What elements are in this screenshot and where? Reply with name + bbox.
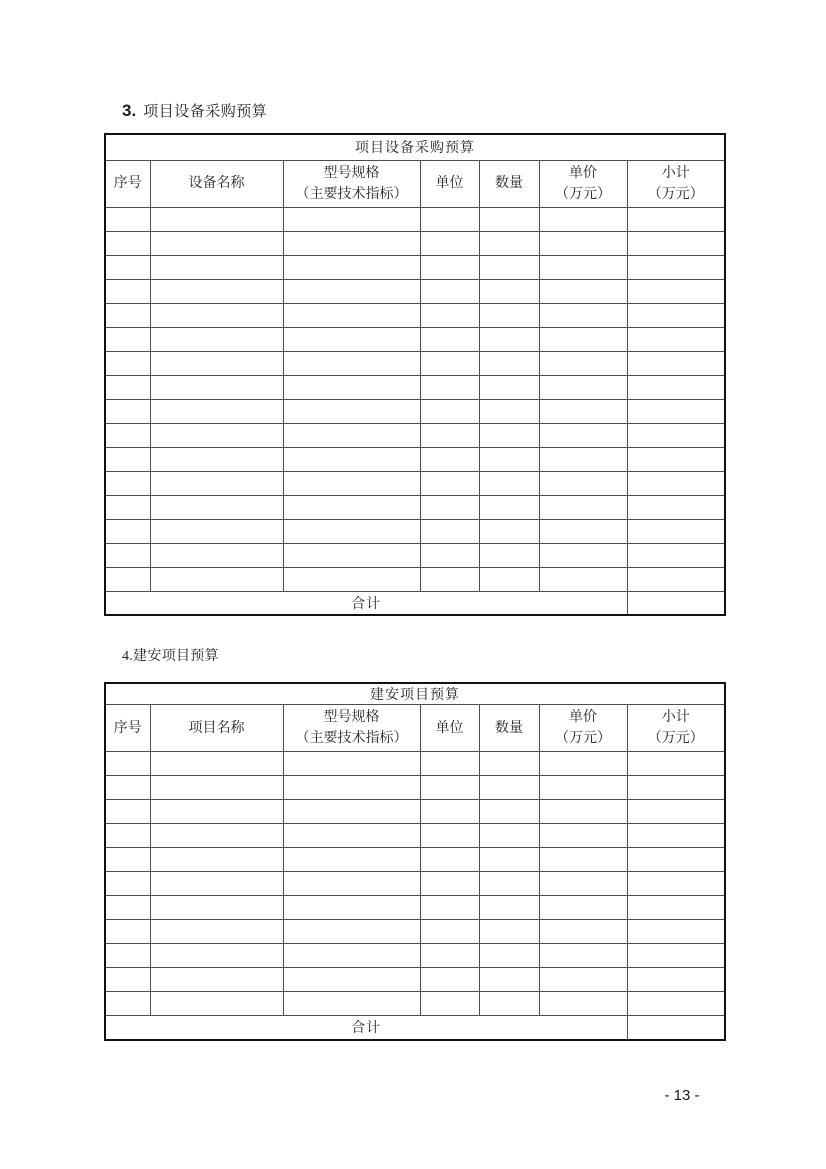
empty-cell: [627, 776, 725, 800]
empty-row: [105, 255, 725, 279]
empty-cell: [105, 543, 150, 567]
empty-row: [105, 399, 725, 423]
empty-cell: [283, 992, 420, 1016]
empty-cell: [283, 447, 420, 471]
equipment-budget-table: [104, 133, 726, 616]
empty-cell: [420, 519, 479, 543]
empty-cell: [627, 567, 725, 591]
empty-cell: [539, 375, 627, 399]
empty-cell: [479, 375, 539, 399]
table-header-row: [105, 160, 725, 207]
empty-cell: [539, 872, 627, 896]
empty-cell: [479, 255, 539, 279]
empty-row: [105, 848, 725, 872]
empty-cell: [283, 231, 420, 255]
total-value-cell: [627, 591, 725, 615]
empty-cell: [627, 255, 725, 279]
empty-cell: [105, 399, 150, 423]
empty-cell: [150, 543, 283, 567]
empty-cell: [283, 920, 420, 944]
empty-cell: [420, 567, 479, 591]
column-header-unit-price: 单价 （万元）: [539, 705, 627, 752]
empty-cell: [283, 567, 420, 591]
empty-cell: [539, 824, 627, 848]
empty-row: [105, 992, 725, 1016]
empty-cell: [105, 968, 150, 992]
empty-cell: [283, 824, 420, 848]
empty-cell: [105, 920, 150, 944]
table-title-row: [105, 683, 725, 705]
empty-cell: [420, 399, 479, 423]
empty-cell: [479, 447, 539, 471]
empty-cell: [105, 824, 150, 848]
empty-cell: [539, 543, 627, 567]
empty-cell: [420, 848, 479, 872]
empty-cell: [420, 824, 479, 848]
column-header-quantity: 数量: [479, 705, 539, 752]
empty-cell: [283, 896, 420, 920]
empty-cell: [420, 800, 479, 824]
empty-cell: [150, 752, 283, 776]
empty-cell: [420, 447, 479, 471]
empty-cell: [539, 255, 627, 279]
empty-cell: [105, 944, 150, 968]
table-title: 建安项目预算: [105, 683, 725, 705]
empty-cell: [420, 207, 479, 231]
empty-cell: [283, 776, 420, 800]
table-title: 项目设备采购预算: [105, 134, 725, 160]
empty-cell: [539, 231, 627, 255]
empty-cell: [283, 848, 420, 872]
column-header-serial: 序号: [105, 160, 150, 207]
empty-cell: [150, 255, 283, 279]
empty-cell: [479, 848, 539, 872]
empty-row: [105, 800, 725, 824]
empty-cell: [283, 872, 420, 896]
empty-cell: [627, 303, 725, 327]
empty-cell: [539, 920, 627, 944]
table-title-row: [105, 134, 725, 160]
empty-cell: [479, 303, 539, 327]
empty-cell: [420, 944, 479, 968]
empty-cell: [150, 920, 283, 944]
empty-cell: [105, 423, 150, 447]
empty-cell: [479, 872, 539, 896]
empty-cell: [420, 375, 479, 399]
empty-cell: [627, 495, 725, 519]
empty-cell: [283, 255, 420, 279]
empty-cell: [479, 399, 539, 423]
empty-cell: [150, 495, 283, 519]
page-number: - 13 -: [664, 1087, 700, 1104]
empty-cell: [105, 567, 150, 591]
empty-cell: [283, 752, 420, 776]
construction-budget-table: [104, 682, 726, 1041]
empty-cell: [105, 848, 150, 872]
empty-cell: [283, 495, 420, 519]
empty-cell: [105, 447, 150, 471]
empty-cell: [150, 824, 283, 848]
empty-cell: [627, 800, 725, 824]
empty-cell: [283, 423, 420, 447]
empty-row: [105, 471, 725, 495]
empty-row: [105, 495, 725, 519]
empty-cell: [479, 327, 539, 351]
empty-cell: [539, 327, 627, 351]
empty-cell: [627, 752, 725, 776]
empty-cell: [150, 567, 283, 591]
empty-cell: [150, 519, 283, 543]
empty-cell: [627, 543, 725, 567]
empty-cell: [539, 423, 627, 447]
empty-cell: [105, 992, 150, 1016]
column-header-subtotal: 小计 （万元）: [627, 705, 725, 752]
empty-cell: [479, 896, 539, 920]
empty-row: [105, 920, 725, 944]
empty-cell: [420, 327, 479, 351]
column-header-project-name: 项目名称: [150, 705, 283, 752]
empty-cell: [539, 896, 627, 920]
empty-cell: [420, 752, 479, 776]
empty-cell: [420, 279, 479, 303]
empty-cell: [150, 279, 283, 303]
column-header-unit: 单位: [420, 160, 479, 207]
empty-cell: [539, 471, 627, 495]
empty-row: [105, 231, 725, 255]
empty-row: [105, 423, 725, 447]
empty-cell: [105, 776, 150, 800]
empty-cell: [479, 992, 539, 1016]
empty-row: [105, 375, 725, 399]
empty-cell: [627, 896, 725, 920]
column-header-unit: 单位: [420, 705, 479, 752]
empty-cell: [150, 303, 283, 327]
empty-cell: [479, 207, 539, 231]
empty-cell: [627, 207, 725, 231]
empty-cell: [420, 231, 479, 255]
total-row: [105, 591, 725, 615]
empty-cell: [105, 471, 150, 495]
empty-cell: [627, 423, 725, 447]
empty-row: [105, 543, 725, 567]
empty-row: [105, 567, 725, 591]
empty-cell: [420, 920, 479, 944]
empty-cell: [539, 303, 627, 327]
empty-cell: [479, 495, 539, 519]
empty-cell: [150, 471, 283, 495]
column-header-model-spec: 型号规格 （主要技术指标）: [283, 160, 420, 207]
empty-cell: [539, 800, 627, 824]
empty-cell: [105, 255, 150, 279]
empty-cell: [539, 968, 627, 992]
empty-row: [105, 896, 725, 920]
empty-cell: [150, 992, 283, 1016]
empty-cell: [420, 495, 479, 519]
empty-cell: [283, 303, 420, 327]
empty-cell: [479, 567, 539, 591]
empty-cell: [539, 567, 627, 591]
empty-cell: [420, 543, 479, 567]
empty-cell: [627, 992, 725, 1016]
empty-cell: [150, 968, 283, 992]
table-header-row: [105, 705, 725, 752]
empty-cell: [105, 896, 150, 920]
empty-cell: [627, 872, 725, 896]
empty-row: [105, 519, 725, 543]
empty-cell: [479, 920, 539, 944]
empty-cell: [420, 471, 479, 495]
section-heading-equipment-budget: [122, 100, 267, 121]
empty-cell: [479, 519, 539, 543]
empty-cell: [105, 519, 150, 543]
empty-cell: [283, 351, 420, 375]
empty-cell: [420, 303, 479, 327]
empty-cell: [150, 231, 283, 255]
empty-cell: [479, 423, 539, 447]
empty-cell: [420, 896, 479, 920]
empty-cell: [627, 327, 725, 351]
empty-cell: [539, 776, 627, 800]
empty-row: [105, 327, 725, 351]
empty-row: [105, 303, 725, 327]
empty-cell: [420, 872, 479, 896]
empty-cell: [105, 872, 150, 896]
column-header-model-spec: 型号规格 （主要技术指标）: [283, 705, 420, 752]
section-title: 项目设备采购预算: [143, 104, 268, 120]
section-title: 建安项目预算: [133, 649, 219, 664]
section-number: 4.: [122, 649, 134, 664]
empty-cell: [150, 944, 283, 968]
total-label-cell: 合计: [105, 1016, 627, 1040]
empty-cell: [420, 992, 479, 1016]
empty-cell: [150, 207, 283, 231]
empty-cell: [150, 800, 283, 824]
empty-cell: [283, 471, 420, 495]
empty-cell: [150, 872, 283, 896]
empty-cell: [479, 824, 539, 848]
empty-row: [105, 279, 725, 303]
empty-cell: [627, 375, 725, 399]
empty-cell: [479, 776, 539, 800]
empty-cell: [627, 848, 725, 872]
empty-cell: [627, 824, 725, 848]
column-header-unit-price: 单价 （万元）: [539, 160, 627, 207]
empty-cell: [539, 495, 627, 519]
empty-cell: [479, 471, 539, 495]
empty-cell: [105, 351, 150, 375]
empty-cell: [105, 800, 150, 824]
empty-row: [105, 968, 725, 992]
column-header-subtotal: 小计 （万元）: [627, 160, 725, 207]
total-label-cell: 合计: [105, 591, 627, 615]
empty-cell: [150, 351, 283, 375]
empty-cell: [627, 399, 725, 423]
empty-cell: [150, 327, 283, 351]
empty-cell: [539, 351, 627, 375]
empty-cell: [283, 800, 420, 824]
empty-cell: [539, 279, 627, 303]
empty-cell: [283, 519, 420, 543]
empty-cell: [539, 992, 627, 1016]
empty-row: [105, 824, 725, 848]
empty-cell: [283, 543, 420, 567]
empty-cell: [420, 776, 479, 800]
empty-cell: [420, 255, 479, 279]
empty-cell: [105, 495, 150, 519]
empty-cell: [105, 752, 150, 776]
empty-cell: [627, 968, 725, 992]
empty-row: [105, 944, 725, 968]
total-row: [105, 1016, 725, 1040]
table-body: [105, 207, 725, 591]
empty-cell: [283, 279, 420, 303]
empty-cell: [283, 944, 420, 968]
empty-cell: [627, 447, 725, 471]
empty-cell: [150, 447, 283, 471]
empty-cell: [150, 896, 283, 920]
empty-cell: [150, 848, 283, 872]
empty-cell: [479, 351, 539, 375]
empty-cell: [105, 327, 150, 351]
empty-cell: [283, 327, 420, 351]
empty-cell: [283, 968, 420, 992]
empty-cell: [479, 279, 539, 303]
empty-row: [105, 776, 725, 800]
empty-cell: [150, 399, 283, 423]
column-header-serial: 序号: [105, 705, 150, 752]
table-body: [105, 752, 725, 1016]
empty-cell: [627, 231, 725, 255]
empty-cell: [283, 207, 420, 231]
empty-cell: [479, 800, 539, 824]
empty-cell: [479, 752, 539, 776]
empty-row: [105, 752, 725, 776]
total-value-cell: [627, 1016, 725, 1040]
empty-cell: [539, 207, 627, 231]
empty-cell: [479, 944, 539, 968]
column-header-quantity: 数量: [479, 160, 539, 207]
empty-cell: [420, 423, 479, 447]
empty-cell: [627, 944, 725, 968]
empty-cell: [627, 920, 725, 944]
empty-cell: [539, 944, 627, 968]
empty-cell: [150, 776, 283, 800]
empty-cell: [105, 231, 150, 255]
empty-row: [105, 351, 725, 375]
empty-row: [105, 872, 725, 896]
empty-cell: [479, 968, 539, 992]
column-header-equipment-name: 设备名称: [150, 160, 283, 207]
empty-cell: [539, 447, 627, 471]
empty-cell: [283, 399, 420, 423]
empty-row: [105, 207, 725, 231]
empty-cell: [539, 399, 627, 423]
empty-cell: [627, 471, 725, 495]
empty-cell: [283, 375, 420, 399]
empty-cell: [150, 375, 283, 399]
empty-cell: [539, 752, 627, 776]
empty-cell: [627, 351, 725, 375]
empty-cell: [105, 303, 150, 327]
empty-cell: [627, 519, 725, 543]
section-number: 3.: [122, 101, 137, 120]
empty-cell: [479, 543, 539, 567]
empty-cell: [420, 968, 479, 992]
empty-cell: [150, 423, 283, 447]
empty-cell: [539, 519, 627, 543]
empty-cell: [539, 848, 627, 872]
empty-cell: [105, 279, 150, 303]
empty-cell: [627, 279, 725, 303]
empty-cell: [420, 351, 479, 375]
empty-cell: [479, 231, 539, 255]
empty-row: [105, 447, 725, 471]
empty-cell: [105, 375, 150, 399]
section-heading-construction-budget: [122, 645, 219, 665]
empty-cell: [105, 207, 150, 231]
